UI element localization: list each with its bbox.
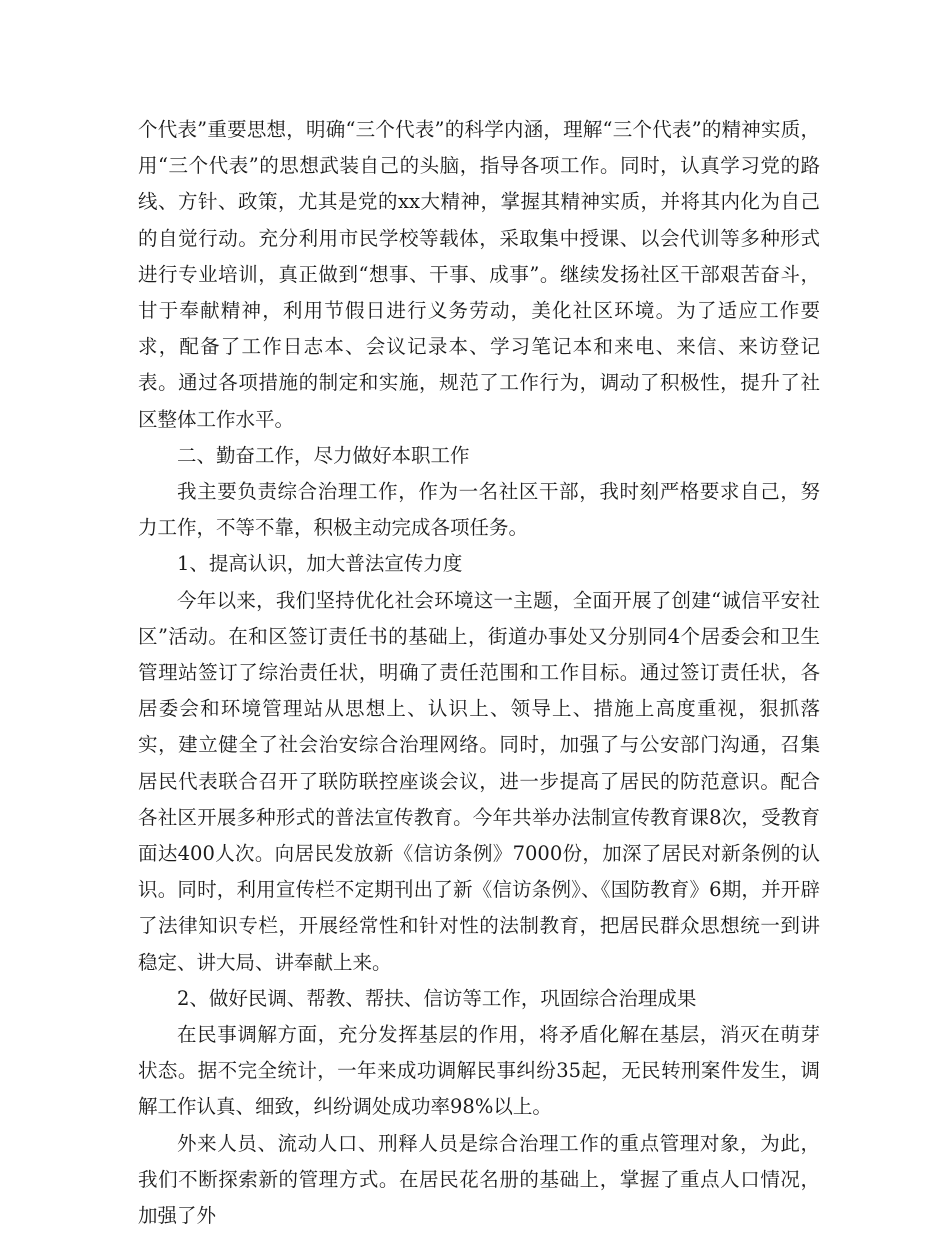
subheading-2: 2、做好民调、帮教、帮扶、信访等工作，巩固综合治理成果 (177, 986, 697, 1010)
document-body (138, 112, 820, 1234)
paragraph-duty-intro: 我主要负责综合治理工作，作为一名社区干部，我时刻严格要求自己，努力工作，不等不靠，积极主动完成各项任务。 (138, 480, 820, 540)
paragraph-mediation: 在民事调解方面，充分发挥基层的作用，将矛盾化解在基层，消灭在萌芽状态。据不完全统计，一年来成功调解民事纠纷35起，无民转刑案件发生，调解工作认真、细致，纠纷调处成功率98%以上。 (138, 1023, 820, 1119)
paragraph-population-management: 外来人员、流动人口、刑释人员是综合治理工作的重点管理对象，为此，我们不断探索新的管理方式。在居民花名册的基础上，掌握了重点人口情况，加强了外 (138, 1131, 820, 1228)
section-heading-2: 二、勤奋工作，尽力做好本职工作 (177, 443, 470, 467)
subheading-1: 1、提高认识，加大普法宣传力度 (177, 552, 463, 576)
paragraph-legal-publicity: 今年以来，我们坚持优化社会环境这一主题，全面开展了创建“诚信平安社区”活动。在和区签订责任书的基础上，街道办事处又分别同4个居委会和卫生管理站签订了综治责任状，明确了责任范围和工作目标。通过签订责任状，各居委会和环境管理站从思想上、认识上、领导上、措施上高度重视，狠抓落实，建立健全了社会治安综合治理网络。同时，加强了与公安部门沟通，召集居民代表联合召开了联防联控座谈会议，进一步提高了居民的防范意识。配合各社区开展多种形式的普法宣传教育。今年共举办法制宣传教育课8次，受教育面达400人次。向居民发放新《信访条例》7000份，加深了居民对新条例的认识。同时，利用宣传栏不定期刊出了新《信访条例》、《国防教育》6期，并开辟了法律知识专栏，开展经常性和针对性的法制教育，把居民群众思想统一到讲稳定、讲大局、讲奉献上来。 (138, 588, 820, 974)
paragraph-continuation: 个代表”重要思想，明确“三个代表”的科学内涵，理解“三个代表”的精神实质，用“三个代表”的思想武装自己的头脑，指导各项工作。同时，认真学习党的路线、方针、政策，尤其是党的xx大精神，掌握其精神实质，并将其内化为自己的自觉行动。充分利用市民学校等载体，采取集中授课、以会代训等多种形式进行专业培训，真正做到“想事、干事、成事”。继续发扬社区干部艰苦奋斗，甘于奉献精神，利用节假日进行义务劳动，美化社区环境。为了适应工作要求，配备了工作日志本、会议记录本、学习笔记本和来电、来信、来访登记表。通过各项措施的制定和实施，规范了工作行为，调动了积极性，提升了社区整体工作水平。 (138, 118, 820, 431)
